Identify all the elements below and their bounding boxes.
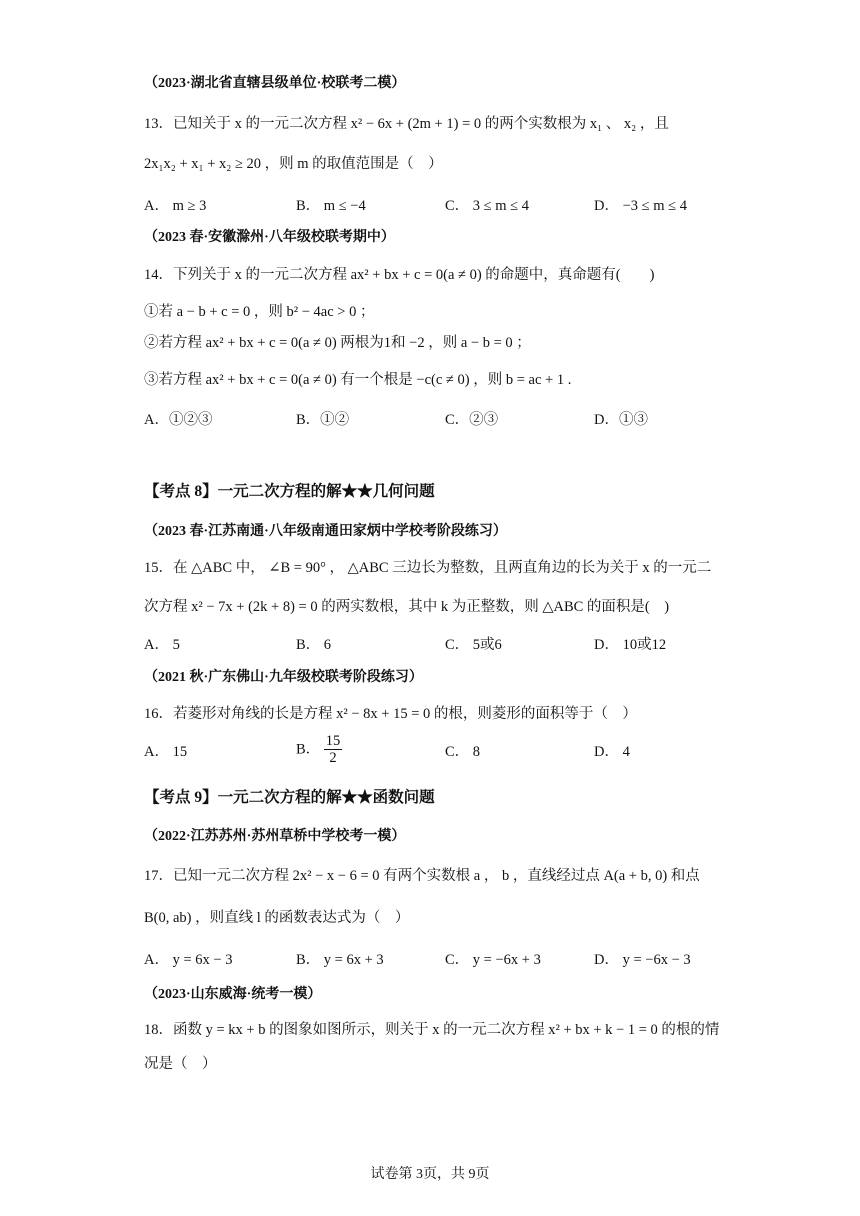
q18-stem-line2: 况是（ ） (144, 1056, 217, 1072)
q15-option-d: D． 10或12 (594, 637, 667, 653)
section-heading-8: 【考点 8】一元二次方程的解★★几何问题 (144, 483, 435, 500)
q14-statement-1: ①若 a − b + c = 0 ，则 b² − 4ac > 0 ； (144, 304, 375, 320)
q13-stem-line2: 2x₁x₂ + x₁ + x₂ ≥ 20 ，则 m 的取值范围是（ ） (144, 156, 443, 172)
q14-statement-3: ③若方程 ax² + bx + c = 0(a ≠ 0) 有一个根是 −c(c ≠ 0) ，则 b = ac + 1 . (144, 372, 572, 388)
q15-option-b: B． 6 (296, 637, 332, 653)
q15-stem-line1: 15．在 △ABC 中， ∠B = 90° ， △ABC 三边长为整数，且两直角边的长为关于 x 的一元二 (144, 560, 712, 576)
q13-option-d: D． −3 ≤ m ≤ 4 (594, 198, 687, 214)
q16-option-b-fraction (324, 733, 343, 766)
q13-option-c: C． 3 ≤ m ≤ 4 (445, 198, 529, 214)
q15-option-c: C． 5或6 (445, 637, 502, 653)
q14-statement-2: ②若方程 ax² + bx + c = 0(a ≠ 0) 两根为1和 −2 ，则 a − b = 0 ； (144, 335, 531, 351)
page-footer: 试卷第 3页，共 9页 (370, 1167, 490, 1182)
q17-stem-line2: B(0, ab) ，则直线 l 的函数表达式为（ ） (144, 910, 410, 926)
q14-source: （2023 春·安徽滁州·八年级校联考期中） (144, 230, 395, 245)
q16-option-b (296, 733, 342, 766)
q15-stem-line2: 次方程 x² − 7x + (2k + 8) = 0 的两实数根，其中 k 为正整数，则 △ABC 的面积是( ) (144, 599, 670, 615)
q15-option-a: A． 5 (144, 637, 180, 653)
q16-option-b-label: B． (296, 741, 321, 758)
q16-option-d: D． 4 (594, 744, 630, 760)
section-heading-9: 【考点 9】一元二次方程的解★★函数问题 (144, 789, 435, 806)
q13-source: （2023·湖北省直辖县级单位·校联考二模） (144, 76, 406, 91)
q14-stem: 14．下列关于 x 的一元二次方程 ax² + bx + c = 0(a ≠ 0) 的命题中，真命题有( ) (144, 267, 655, 283)
q17-option-a: A． y = 6x − 3 (144, 952, 233, 968)
q14-option-d: D．①③ (594, 412, 648, 428)
q17-stem-line1: 17．已知一元二次方程 2x² − x − 6 = 0 有两个实数根 a ， b ，直线经过点 A(a + b, 0) 和点 (144, 868, 700, 884)
fraction-numerator: 15 (325, 733, 341, 749)
q16-stem: 16．若菱形对角线的长是方程 x² − 8x + 15 = 0 的根，则菱形的面积等于（ ） (144, 706, 637, 722)
q18-stem-line1: 18．函数 y = kx + b 的图象如图所示，则关于 x 的一元二次方程 x² + bx + k − 1 = 0 的根的情 (144, 1022, 720, 1038)
q17-option-c: C． y = −6x + 3 (445, 952, 541, 968)
q13-option-a: A． m ≥ 3 (144, 198, 207, 214)
q18-source: （2023·山东威海·统考一模） (144, 987, 322, 1002)
q16-source: （2021 秋·广东佛山·九年级校联考阶段练习） (144, 670, 423, 685)
q17-option-b: B． y = 6x + 3 (296, 952, 384, 968)
fraction-denominator: 2 (329, 750, 337, 766)
q17-option-d: D． y = −6x − 3 (594, 952, 691, 968)
q14-option-c: C．②③ (445, 412, 499, 428)
q13-stem-line1: 13．已知关于 x 的一元二次方程 x² − 6x + (2m + 1) = 0 的两个实数根为 x₁ 、 x₂ ，且 (144, 116, 669, 132)
q13-option-b: B． m ≤ −4 (296, 198, 366, 214)
q15-source: （2023 春·江苏南通·八年级南通田家炳中学校考阶段练习） (144, 524, 507, 539)
q17-source: （2022·江苏苏州·苏州草桥中学校考一模） (144, 829, 406, 844)
q16-option-a: A． 15 (144, 744, 188, 760)
q14-option-b: B．①② (296, 412, 350, 428)
q16-option-c: C． 8 (445, 744, 481, 760)
q14-option-a: A．①②③ (144, 412, 213, 428)
